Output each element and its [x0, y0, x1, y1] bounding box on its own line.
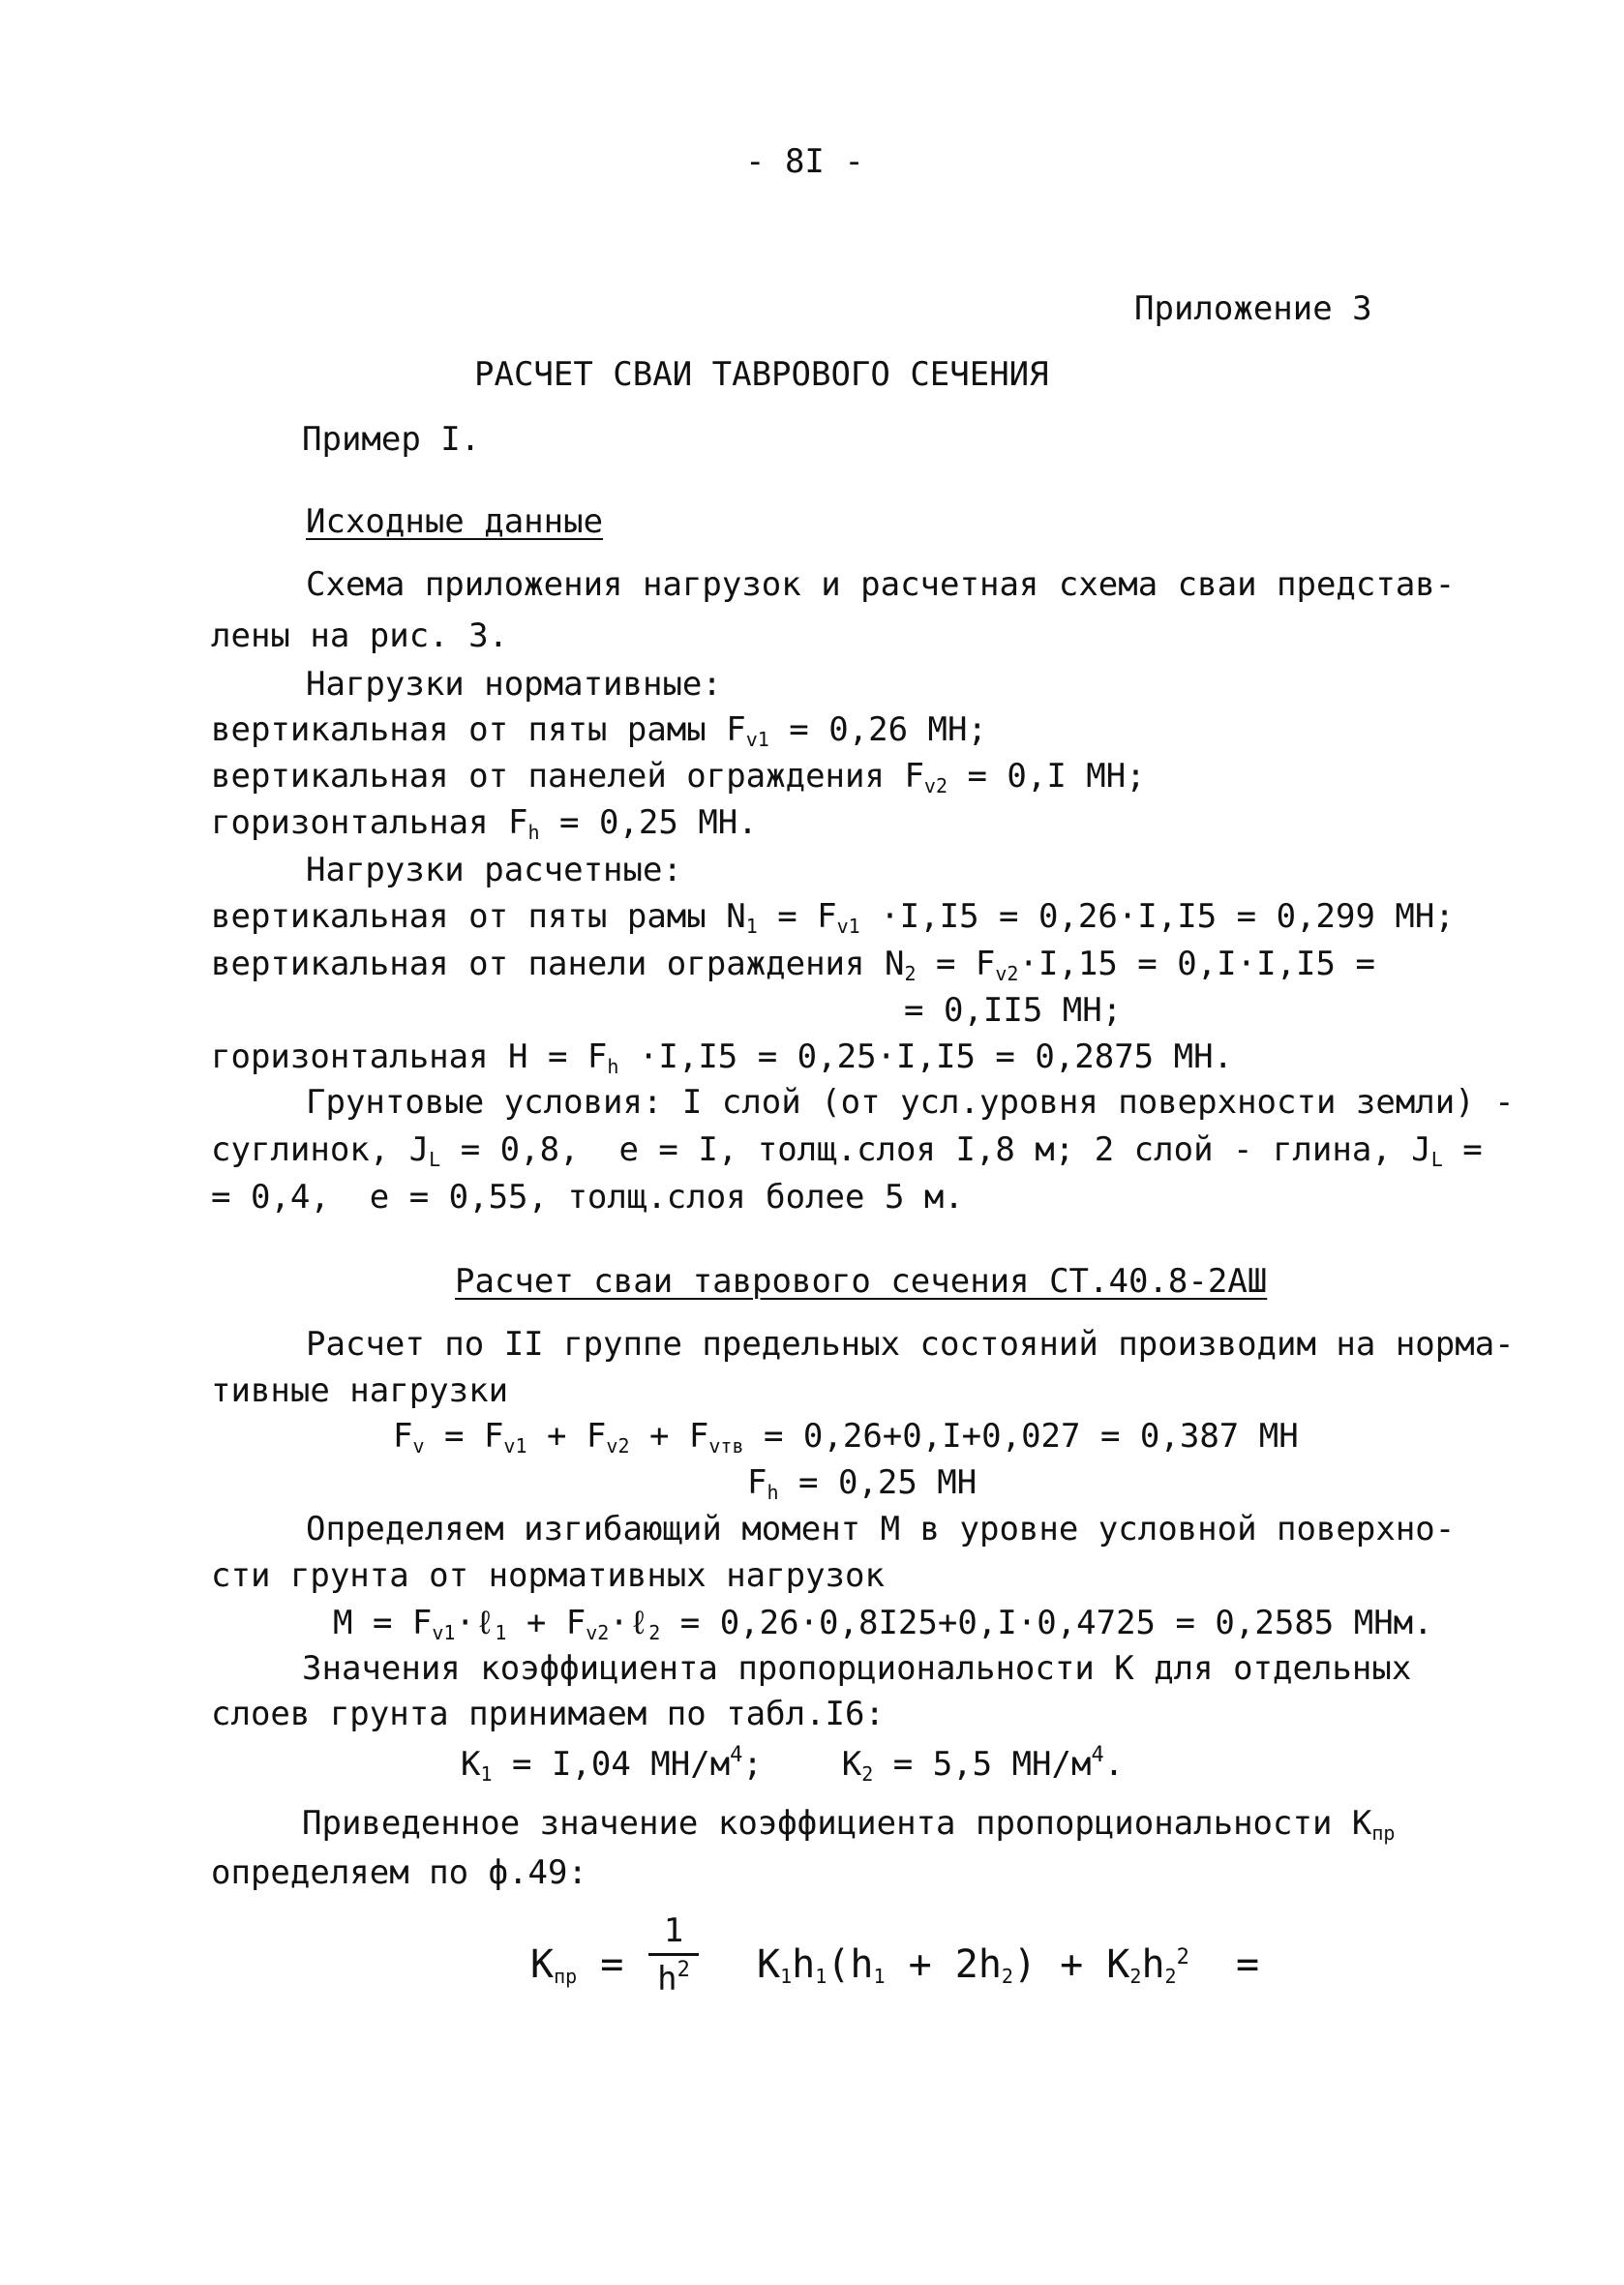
calc-line-h: горизонтальная $H = F_h \cdot I,I5 = 0,25\cdot I,I5 = 0,2875$ МН.	[211, 1037, 1234, 1078]
text-line: Расчет по II группе предельных состояний производим на норма-	[306, 1325, 1515, 1364]
text-line: слоев грунта принимаем по табл.I6:	[211, 1695, 885, 1733]
text-line: Нагрузки расчетные:	[306, 851, 682, 889]
formula-k-values: $K_1 = I,04$ $МН/м^4$; $K_2 = 5,5$ $МН/м^4$.	[461, 1743, 1125, 1786]
text-line: Значения коэффициента пропорциональности K для отдельных	[302, 1649, 1412, 1688]
formula-moment: $M = F_{v1}\cdot\ell_1$ + $F_{v2}\cdot\ell_2 = 0,26\cdot 0,8I25+0,I\cdot 0,4725 = 0,2585$ МНм.	[333, 1604, 1433, 1644]
text-line: Определяем изгибающий момент M в уровне условной поверхно-	[306, 1510, 1456, 1548]
document-title: РАСЧЕТ СВАИ ТАВРОВОГО СЕЧЕНИЯ	[474, 355, 1049, 394]
calc-line-n2: вертикальная от панели ограждения $N_2 = F_{v2}\cdot I,15 = 0,I\cdot I,I5$ =	[211, 945, 1375, 985]
formula-kpr-rhs: $K_1h_1(h_1 + 2h_2) + K_2h_2^2$ =	[757, 1942, 1260, 1988]
text-line: Схема приложения нагрузок и расчетная схема сваи представ-	[306, 565, 1456, 604]
page-number: - 8I -	[745, 142, 864, 181]
soil-line: = 0,4, e = 0,55, толщ.слоя более 5 м.	[211, 1178, 964, 1217]
load-line-fv1: вертикальная от пяты рамы $F_{v1} = 0,26$ МН;	[211, 710, 987, 751]
text-line: определяем по ф.49:	[211, 1853, 587, 1892]
text-line-kpr: Приведенное значение коэффициента пропорциональности $K_{пр}$	[302, 1804, 1396, 1845]
appendix-label: Приложение 3	[1134, 289, 1372, 328]
fraction-denominator: $h^2$	[657, 1958, 690, 1999]
text-line: сти грунта от нормативных нагрузок	[211, 1556, 885, 1595]
example-label: Пример I.	[302, 420, 481, 459]
section-heading-source-data: Исходные данные	[306, 502, 604, 541]
calc-line-n2-result: = 0,II5 МН;	[904, 991, 1123, 1030]
load-line-fv2: вертикальная от панелей ограждения $F_{v2} = 0,I$ МН;	[211, 757, 1146, 797]
fraction-bar	[648, 1953, 699, 1956]
fraction-numerator: 1	[663, 1911, 684, 1950]
calc-line-n1: вертикальная от пяты рамы $N_1 = F_{v1} \cdot I,I5 = 0,26\cdot I,I5 = 0,299$ МН;	[211, 897, 1455, 938]
text-line: Нагрузки нормативные:	[306, 665, 722, 704]
load-line-fh: горизонтальная $F_h = 0,25$ МН.	[211, 803, 758, 844]
formula-fraction	[648, 1911, 699, 1999]
text-line: лены на рис. 3.	[211, 616, 509, 655]
formula-fv: $F_v = F_{v1} + F_{v2} + F_{vтв} = 0,26+0,I+0,027 = 0,387$ МН	[393, 1417, 1299, 1458]
section-heading-pile-calc: Расчет сваи таврового сечения СТ.40.8-2АШ	[455, 1262, 1268, 1301]
soil-line: суглинок, $J_L = 0,8$, e = I, толщ.слоя I,8 м; 2 слой - глина, $J_L$ =	[211, 1130, 1483, 1171]
text-line: Грунтовые условия: I слой (от усл.уровня поверхности земли) -	[306, 1083, 1515, 1122]
formula-fh: $F_h = 0,25$ МН	[747, 1463, 977, 1504]
text-line: тивные нагрузки	[211, 1371, 509, 1410]
formula-kpr-lhs: $K_{пр}$ =	[530, 1942, 624, 1988]
